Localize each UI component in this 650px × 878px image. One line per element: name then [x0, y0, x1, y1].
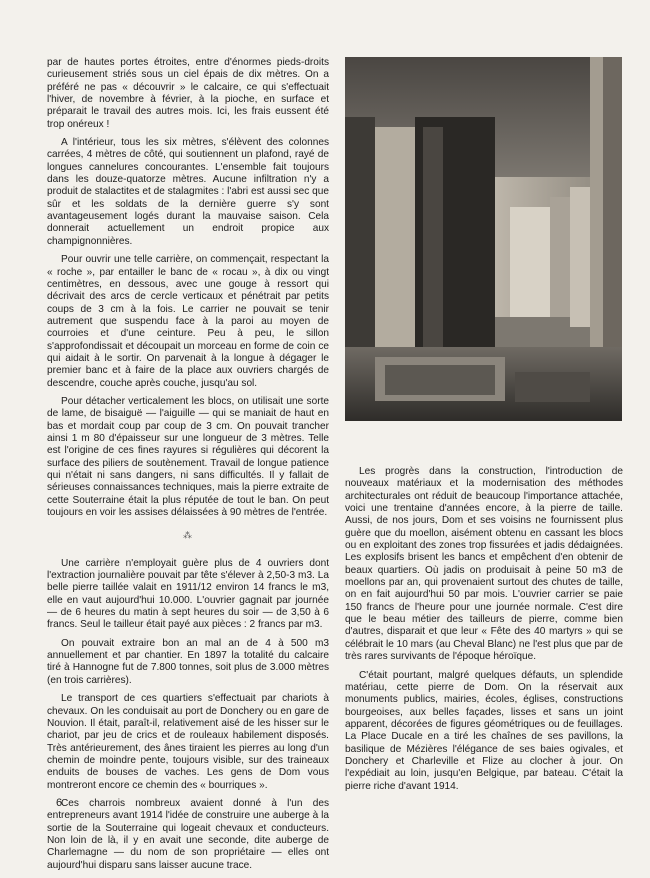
paragraph: par de hautes portes étroites, entre d'énormes pieds-droits curieusement striés sous un ciel épais de dix mètres. On a préféré ne pas « découvrir » le calcaire, ce qui s'effectuait l'hiver, de novembre à février, à la pioche, en surface et préparait le travail des autres mois. Ici, les frais eussent été trop onéreux !	[47, 57, 329, 130]
paragraph: Les progrès dans la construction, l'introduction de nouveaux matériaux et la modernisation des méthodes architecturales ont réduit de beaucoup l'importance attachée, voici une trentaine d'années encore, à la pierre de taille. Aussi, de nos jours, Dom et ses voisins ne fournissent plus guère que du moellon, aisément obtenu en cassant les blocs ou en exploitant des zones trop fissurées et jadis dédaignées. Les explosifs brisent les bancs et empêchent d'en obtenir de beaux quartiers. Où jadis on produisait à peine 50 m3 de moellons par an, qui provenaient surtout des chutes de taille, on en fait aujourd'hui 50 par mois. L'ouvrier carrier se paie 150 francs de l'heure pour une journée normale. C'est dire que le beau métier des tailleurs de pierre, comme bien d'autres, disparait et que leur « Fête des 40 martyrs » qui se célébrait le 10 mars (au Cheval Blanc) ne l'est plus que par de très rares survivants de l'époque héroïque.	[345, 466, 623, 663]
paragraph: Ces charrois nombreux avaient donné à l'un des entrepreneurs avant 1914 l'idée de construire une auberge à la sortie de la Souterraine qui logeait chevaux et conducteurs. Non loin de là, il y en avait une seconde, dite auberge de Charlemagne — du nom de son propriétaire — elles ont aujourd'hui disparu sans laisser aucune trace.	[47, 797, 329, 871]
quarry-photo	[345, 57, 622, 421]
paragraph: A l'intérieur, tous les six mètres, s'élèvent des colonnes carrées, 4 mètres de côté, qui soutiennent un plafond, rayé de longues cannelures concourantes. L'ensemble fait toujours dans les douze-quatorze mètres. Aucune infiltration n'y a produit de stalactites et de stalagmites : l'abri est aussi sec que sûr et les soldats de la dernière guerre s'y sont avantageusement logés durant la mauvaise saison. Cela donnerait actuellement un endroit propice aux champignonnières.	[47, 137, 329, 247]
quarry-interior-image	[345, 57, 622, 421]
left-column	[47, 57, 329, 878]
section-separator: ⁂	[183, 530, 193, 541]
paragraph: On pouvait extraire bon an mal an de 4 à 500 m3 annuellement et par chantier. En 1897 la totalité du calcaire tiré à Hannogne fut de 7.800 tonnes, soit plus de 3.000 mètres (en trois carrières).	[47, 637, 329, 686]
paragraph: C'était pourtant, malgré quelques défauts, un splendide matériau, cette pierre de Dom. On la réservait aux monuments publics, mairies, écoles, églises, constructions bourgeoises, aux belles façades, lisses et sans un joint apparent, décorées de figures géométriques ou de feuillages. La Place Ducale en a tiré les chaînes de ses pavillons, la basilique de Mézières l'élégance de ses baies ogivales, et Donchery et Charleville et Flize au clocher à jour. On l'expédiait au loin, jusqu'en Belgique, par bateau. C'était la pierre riche d'avant 1914.	[345, 669, 623, 792]
paragraph: Une carrière n'employait guère plus de 4 ouvriers dont l'extraction journalière pouvait par tête s'élever à 2,50-3 m3. La belle pierre taillée valait en 1911/12 environ 14 francs le m3, elle en vaut aujourd'hui 10.000. L'ouvrier gagnait par journée — de 6 heures du matin à sept heures du soir — de 3,50 à 6 francs. Seul le tailleur était payé aux pièces : 2 francs par m3.	[47, 557, 329, 631]
paragraph: Pour détacher verticalement les blocs, on utilisait une sorte de lame, de bisaiguë — l'aiguille — qui se maniait de haut en bas et mordait coup par coup de 3 cm. On pouvait trancher ainsi 1 m 80 d'épaisseur sur une longueur de 3 mètres. Telle est l'origine de ces fines rayures si régulières qui décorent la surface des piliers de soutènement. Travail de longue patience qui n'était ni sans dangers, ni sans difficultés. Il y fallait de sérieuses connaissances techniques, mais la pierre extraite de cette Souterraine était la plus réputée de tout le ban. On peut toujours en voir les assises délaissées à 90 mètres de l'entrée.	[47, 395, 329, 519]
right-column	[345, 466, 623, 799]
paragraph: Pour ouvrir une telle carrière, on commençait, respectant la « roche », par entailler le banc de « rocau », à dix ou vingt centimètres, en dessous, avec une gouge à ressort qui décrivait des arcs de cercle verticaux et pénétrait par petits coups de 3 cm à la fois. Le carrier ne pouvait se tenir autrement que suspendu face à la paroi au moyen de courroies et d'une ceinture. Peu à peu, le sillon s'approfondissait et découpait un morceau en forme de coin ce qui aidait à le sortir. On parvenait à la longue à dégager le premier banc et à faire de la place aux ouvriers chargés de descendre, couche après couche, jusqu'au sol.	[47, 254, 329, 389]
page-number: 6	[56, 797, 63, 809]
paragraph: Le transport de ces quartiers s'effectuait par chariots à chevaux. On les conduisait au port de Donchery ou en gare de Nouvion. Il était, paraît-il, relativement aisé de les hisser sur le chariot, par jeu de crics et de rouleaux habilement disposés. Très antérieurement, des ânes tiraient les pierres au long d'un chemin de moindre pente, toujours visible, sur des traineaux enduits de bouses de vaches. Les gens de Dom vous montreront encore ce chemin des « bourriques ».	[47, 693, 329, 791]
